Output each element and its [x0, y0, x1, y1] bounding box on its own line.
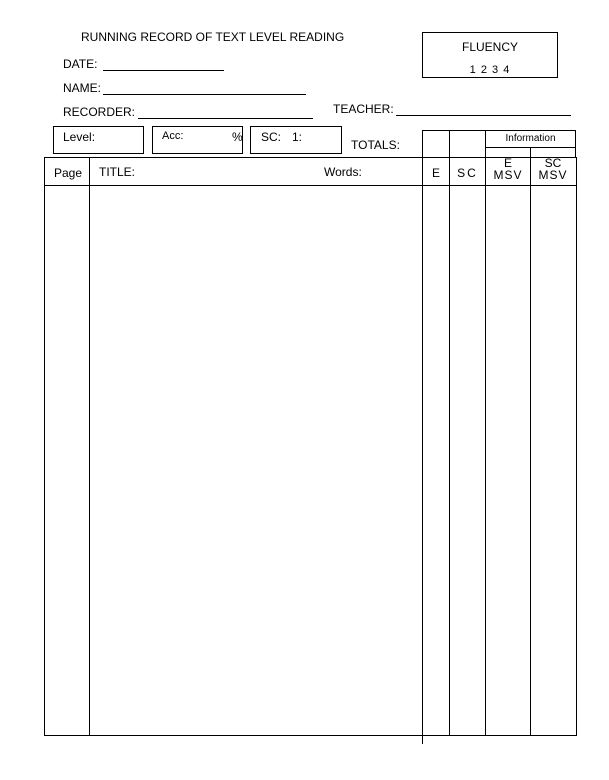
col-header-sc: SC	[457, 166, 478, 180]
name-field[interactable]	[103, 94, 306, 95]
words-column-divider	[422, 157, 423, 744]
sc-ratio-box[interactable]	[250, 126, 342, 154]
level-label: Level:	[63, 130, 96, 144]
col-header-sc-msv-top: SC	[544, 156, 562, 170]
recorder-field[interactable]	[138, 118, 313, 119]
col-header-words: Words:	[324, 165, 362, 179]
total-sc-box[interactable]	[449, 130, 486, 158]
form-title: RUNNING RECORD OF TEXT LEVEL READING	[81, 30, 345, 44]
date-field[interactable]	[103, 70, 224, 71]
accuracy-label: Acc:	[162, 130, 184, 142]
text-column-body[interactable]	[90, 186, 422, 735]
col-header-e-msv-bottom: MSV	[493, 168, 523, 182]
sc-column-divider	[485, 157, 486, 736]
fluency-label: FLUENCY	[461, 40, 518, 54]
fluency-scale[interactable]: 1 2 3 4	[469, 64, 511, 76]
date-label: DATE:	[63, 57, 98, 71]
fluency-box	[422, 32, 558, 78]
name-label: NAME:	[63, 81, 102, 95]
sc-ratio: 1:	[292, 130, 303, 144]
col-header-e-msv-top: E	[503, 156, 512, 170]
information-header	[485, 130, 576, 148]
col-header-sc-msv	[530, 157, 576, 181]
col-header-sc-msv-bottom: MSV	[538, 168, 568, 182]
accuracy-unit: %	[232, 130, 243, 144]
col-header-e: E	[431, 166, 440, 180]
level-box[interactable]	[53, 126, 144, 154]
totals-label: TOTALS:	[351, 138, 400, 152]
teacher-field[interactable]	[396, 115, 571, 116]
sc-label: SC:	[261, 130, 282, 144]
recorder-label: RECORDER:	[63, 105, 136, 119]
col-header-title: TITLE:	[99, 165, 136, 179]
total-e-box[interactable]	[422, 130, 450, 158]
teacher-label: TEACHER:	[333, 102, 394, 116]
col-header-page: Page	[54, 166, 83, 180]
page-column-body[interactable]	[45, 186, 89, 735]
col-header-e-msv	[485, 157, 531, 181]
accuracy-box[interactable]	[152, 126, 243, 154]
information-label: Information	[505, 133, 556, 144]
msv-column-divider	[530, 157, 531, 736]
e-column-divider	[449, 157, 450, 736]
